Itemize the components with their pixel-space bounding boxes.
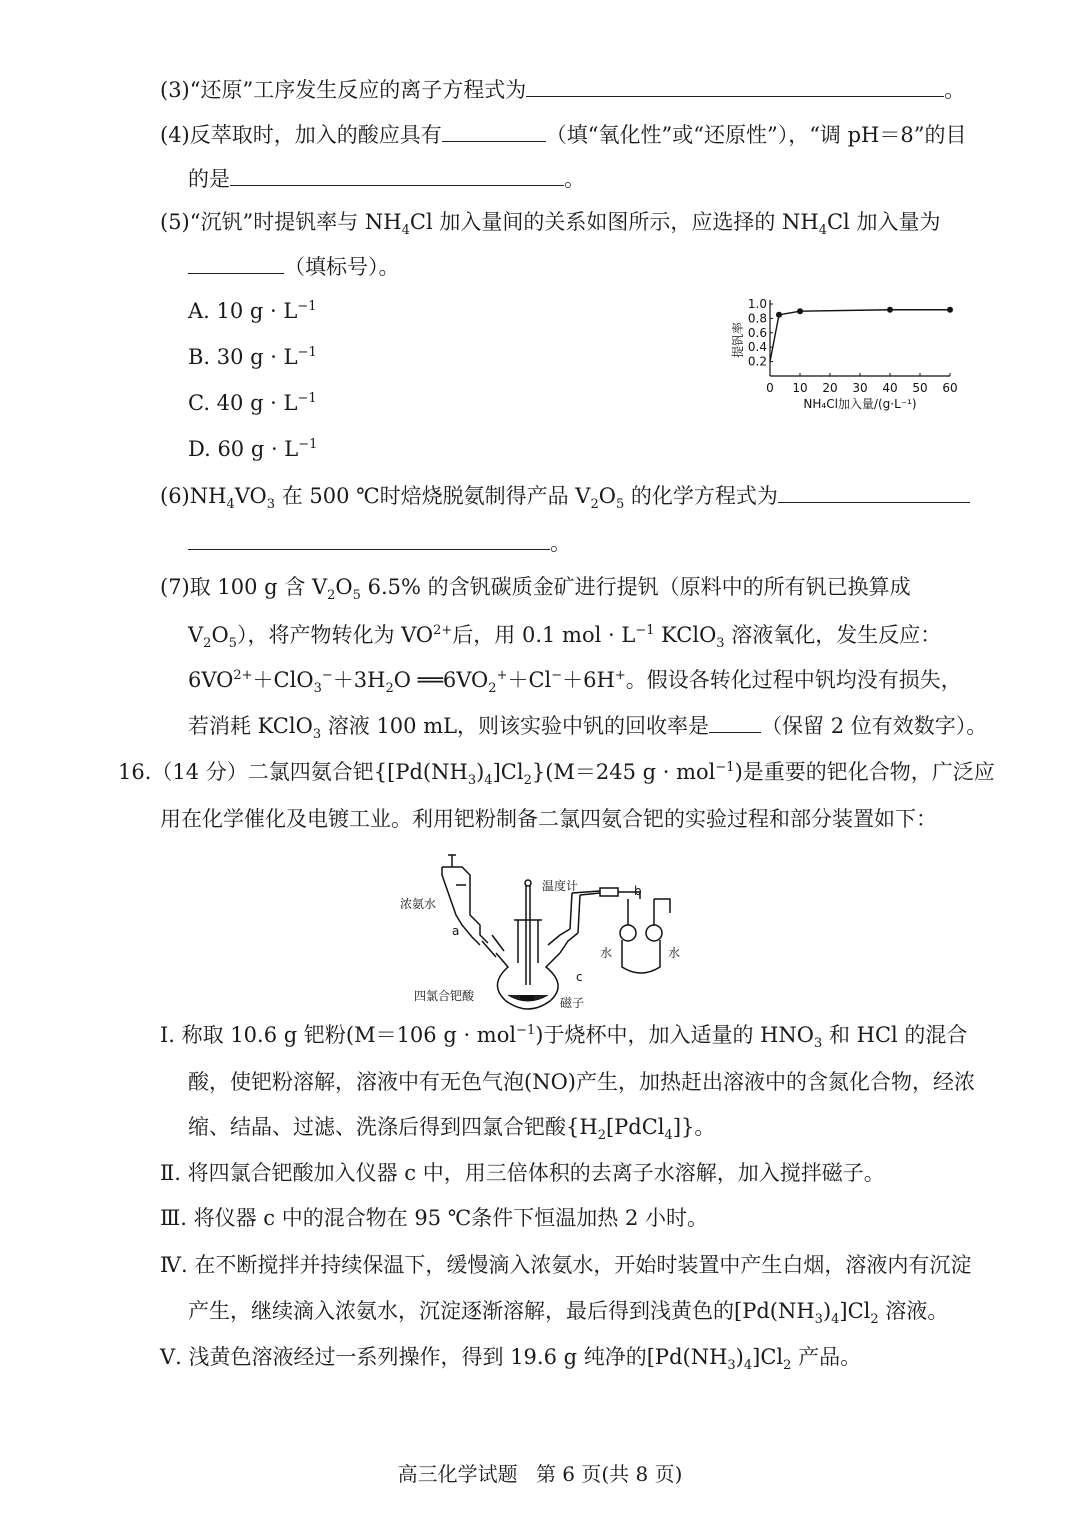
chart-x-tick-label: 50 [912,381,928,395]
answer-blank[interactable] [188,251,284,274]
question-7-line4 [188,710,987,741]
funnel-body-right [442,867,488,943]
answer-blank[interactable] [526,74,944,97]
q7-text: 6.5% 的含钒碳质金矿进行提钒（原料中的所有钒已换算成 [360,575,911,599]
question-3 [160,74,965,105]
absorption-bulb-right [646,925,662,941]
step-text: )于烧杯中，加入适量的 HNO [535,1023,815,1047]
step-text: ]Cl [752,1345,784,1369]
question-7-line3 [188,665,962,695]
superscript: − [551,668,563,683]
subscript: 3 [312,727,322,743]
step-text: 酸，使钯粉溶解，溶液中有无色气泡(NO)产生，加热赶出溶液中的含氮化合物，经浓 [188,1070,975,1094]
step-text: [PdCl [605,1115,665,1139]
answer-blank[interactable] [230,163,564,186]
chart-x-label: NH₄Cl加入量/(g·L⁻¹) [803,397,917,411]
q5-text-3: Cl 加入量为 [826,210,941,234]
subscript: 2 [523,773,532,789]
option-label: C. 40 g · L [188,391,298,415]
chart-y-tick-label: 1.0 [747,297,767,311]
superscript: + [496,668,508,683]
q7-text: ），将产物转化为 VO [236,623,434,647]
q16-text: ) [476,760,485,784]
u-tube [622,940,660,973]
answer-blank[interactable] [442,119,546,142]
answer-blank[interactable] [188,527,550,550]
bulb-inlets [628,899,654,925]
q4-text-1: (4)反萃取时，加入的酸应具有 [160,123,442,147]
label-thermometer: 温度计 [542,879,579,893]
q7-text: 6VO [188,668,234,692]
answer-blank[interactable] [778,480,970,503]
subscript: 3 [814,1312,823,1328]
subscript: 5 [615,497,625,513]
footer-subject: 高三化学试题 [397,1462,518,1486]
subscript: 2 [590,497,599,513]
subscript: 2 [597,1128,606,1144]
absorption-bulb-left [620,925,636,941]
chart-y-tick-label: 0.8 [747,311,767,326]
superscript: −1 [635,623,655,638]
subscript: 2 [488,681,497,697]
superscript: −1 [298,437,318,452]
chart-point [797,308,803,314]
label-water-right: 水 [668,946,681,960]
chart-y-tick-label: 0.2 [747,354,767,369]
label-c: c [576,970,583,984]
q3-end: 。 [944,78,966,102]
q5-text-1: (5)“沉钒”时提钒率与 NH [160,210,402,234]
outlet-tube [654,899,670,913]
subscript: 5 [352,588,361,604]
option-label: B. 30 g · L [188,345,298,369]
chart-series [770,307,953,362]
q3-text: (3)“还原”工序发生反应的离子方程式为 [160,78,527,102]
footer-page-number: 第 6 页(共 8 页) [535,1462,683,1486]
q7-text: O [335,575,353,599]
step-text: 缩、结晶、过滤、洗涤后得到四氯合钯酸{H [188,1115,598,1139]
question-5 [160,207,940,237]
q4-text-4: 。 [564,167,585,191]
label-water-left: 水 [600,946,613,960]
question-6-cont [188,527,571,558]
q4-text-3: 的是 [188,167,230,191]
question-6 [160,480,970,511]
rubber-connector [600,888,618,896]
q7-text: 若消耗 KClO [188,714,313,738]
q7-text: 后，用 0.1 mol · L [452,623,636,647]
q5-text-4: （填标号）。 [284,255,400,279]
vanadium-extraction-chart [720,290,980,435]
option-label: A. 10 g · L [188,299,298,323]
answer-blank[interactable] [709,710,761,733]
question-5-cont [188,251,400,282]
label-stirrer: 磁子 [560,996,585,1010]
question-4-cont [188,163,585,194]
chart-y-label: 提钒率 [731,321,745,359]
chart-x-tick-label: 0 [766,381,774,395]
page-footer [0,1458,1080,1487]
step-text: Ⅳ. 在不断搅拌并持续保温下，缓慢滴入浓氨水，开始时装置中产生白烟，溶液内有沉淀 [160,1253,972,1277]
subscript: 3 [814,1036,823,1052]
thermometer [526,885,530,985]
step-text: Ⅰ. 称取 10.6 g 钯粉(M＝106 g · mol [160,1023,517,1047]
q7-text: (7)取 100 g 含 V [160,575,328,599]
chart-y-tick-label: 0.6 [747,325,767,340]
flask-side-neck [548,929,578,953]
subscript: 4 [664,1128,673,1144]
subscript: 5 [228,636,237,652]
apparatus-diagram [400,845,700,1015]
chart-x-tick-label: 40 [882,381,898,395]
subscript: 4 [818,223,827,239]
condenser-tube [570,893,580,933]
superscript: −1 [297,345,317,360]
label-ammonia: 浓氨水 [400,897,437,911]
question-16-line2 [160,804,937,834]
step-4 [160,1250,971,1280]
subscript: 3 [313,681,322,697]
subscript: 2 [783,1358,792,1374]
q16-text: )是重要的钯化合物，广泛应 [734,760,995,784]
chart-point [947,307,953,313]
q4-text-2: （填“氧化性”或“还原性”），“调 pH＝8”的目 [545,123,967,147]
step-text: ) [735,1345,744,1369]
subscript: 2 [870,1312,879,1328]
q16-text: }(M＝245 g · mol [531,760,716,784]
subscript: 2 [385,681,394,697]
q5-text-2: Cl 加入量间的关系如图所示，应选择的 NH [409,210,819,234]
superscript: −1 [715,760,735,775]
step-text: 产生，继续滴入浓氨水，沉淀逐渐溶解，最后得到浅黄色的[Pd(NH [188,1299,815,1323]
superscript: − [321,668,333,683]
subscript: 4 [743,1358,753,1374]
subscript: 3 [716,636,725,652]
q7-text: ＋Cl [507,668,552,692]
subscript: 3 [266,497,276,513]
question-7 [160,572,911,602]
q7-text: 溶液氧化，发生反应： [724,623,942,647]
superscript: −1 [516,1023,536,1038]
q6-text: O [598,484,616,508]
chart-x-tick-label: 10 [792,381,808,395]
q7-text: （保留 2 位有效数字）。 [761,714,988,738]
option-d[interactable] [188,434,317,464]
step-2 [160,1158,885,1188]
step-text: ]Cl [839,1299,871,1323]
q7-text: O ══6VO [393,668,489,692]
q7-text: O [211,623,229,647]
q7-text: ＋ClO [252,668,314,692]
q6-text: 的化学方程式为 [624,484,778,508]
funnel-tube [482,935,504,957]
step-5 [160,1342,861,1372]
step-text: ) [822,1299,832,1323]
chart-x-tick-label: 60 [942,381,958,395]
step-1-line3 [188,1112,715,1142]
subscript: 2 [203,636,212,652]
chart-y-tick-label: 0.4 [747,340,767,355]
label-a: a [452,924,460,938]
question-16 [118,757,995,787]
q7-text: V [188,623,204,647]
subscript: 4 [401,223,410,239]
question-4 [160,119,966,150]
subscript: 3 [727,1358,736,1374]
q16-text: 16.（14 分）二氯四氨合钯{[Pd(NH [118,760,468,784]
step-1-line2 [188,1067,975,1097]
step-text: 和 HCl 的混合 [822,1023,968,1047]
subscript: 4 [484,773,493,789]
subscript: 2 [327,588,336,604]
subscript: 4 [831,1312,840,1328]
step-1 [160,1020,967,1050]
step-text: Ⅴ. 浅黄色溶液经过一系列操作，得到 19.6 g 纯净的[Pd(NH [160,1345,728,1369]
q7-text: 。假设各转化过程中钒均没有损失， [625,668,962,692]
step-text: Ⅲ. 将仪器 c 中的混合物在 95 ℃条件下恒温加热 2 小时。 [160,1206,708,1230]
chart-x-tick-label: 20 [822,381,838,395]
step-text: ]}。 [672,1115,716,1139]
chart-point [776,312,782,318]
q6-text: (6)NH [160,484,227,508]
q6-text: VO [234,484,267,508]
option-a[interactable] [188,296,317,326]
step-text: 溶液。 [878,1299,949,1323]
superscript: −1 [297,299,317,314]
option-label: D. 60 g · L [188,437,299,461]
chart-point [887,307,893,313]
flask-center-neck [514,920,542,963]
step-3 [160,1203,708,1233]
question-7-line2 [188,620,941,650]
superscript: 2+ [233,668,253,683]
funnel-stopper [448,855,456,867]
funnel-body-left [442,867,480,945]
q7-text: 溶液 100 mL，则该实验中钒的回收率是 [321,714,710,738]
step-4-line2 [188,1296,948,1326]
chart-line [770,310,950,362]
label-palladium-acid: 四氯合钯酸 [414,989,475,1003]
option-c[interactable] [188,388,317,418]
option-b[interactable] [188,342,317,372]
q16-text: ]Cl [492,760,524,784]
superscript: 2+ [433,623,453,638]
q6-text: 在 500 ℃时焙烧脱氨制得产品 V [275,484,591,508]
subscript: 3 [467,773,477,789]
chart-y-ticks [748,297,773,369]
step-text: 产品。 [791,1345,862,1369]
chart-x-tick-label: 30 [852,381,868,395]
q7-text: ＋6H [562,668,615,692]
step-text: Ⅱ. 将四氯合钯酸加入仪器 c 中，用三倍体积的去离子水溶解，加入搅拌磁子。 [160,1161,885,1185]
stir-bar [520,995,534,1000]
q16-text: 用在化学催化及电镀工业。利用钯粉制备二氯四氨合钯的实验过程和部分装置如下： [160,807,937,831]
q7-text: KClO [654,623,717,647]
superscript: + [614,668,626,683]
q7-text: ＋3H [332,668,386,692]
q6-end: 。 [550,531,571,555]
thermometer-bulb-top [525,880,531,886]
label-b: b [634,884,642,898]
superscript: −1 [297,391,317,406]
subscript: 4 [226,497,235,513]
